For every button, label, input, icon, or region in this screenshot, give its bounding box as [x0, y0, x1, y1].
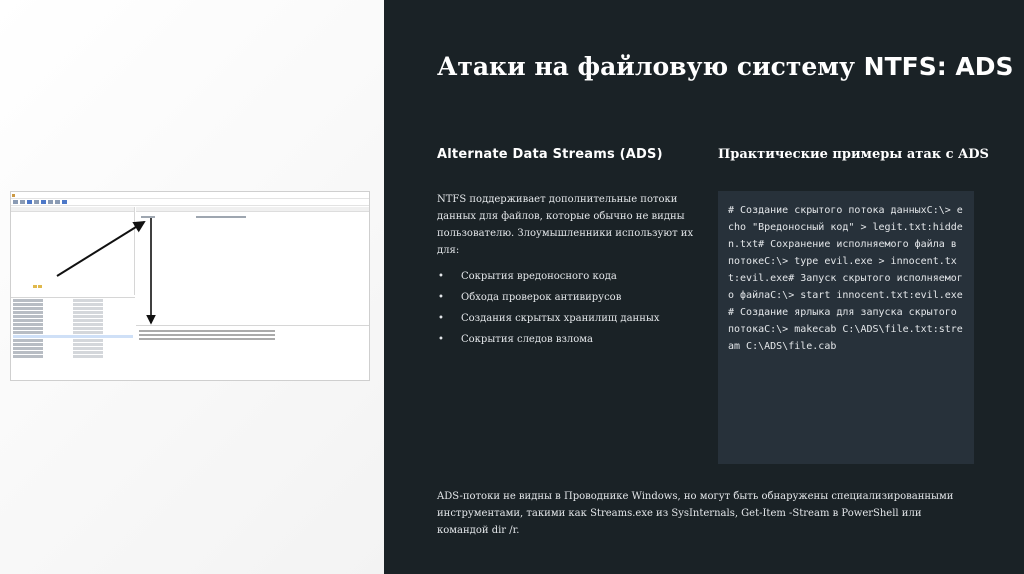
- examples-heading: Практические примеры атак с ADS: [718, 147, 989, 162]
- title-serif-part: Атаки на файловую систему: [437, 52, 855, 81]
- bullet-list: [437, 269, 697, 353]
- code-block: [718, 191, 974, 464]
- intro-paragraph: NTFS поддерживает дополнительные потоки данных для файлов, которые обычно не видны пользователю. Злоумышленники используют их для:: [437, 194, 694, 256]
- slide-title: [437, 52, 1014, 81]
- ads-heading: Alternate Data Streams (ADS): [437, 147, 663, 162]
- bullet-item: [437, 269, 697, 290]
- bullet-item: [437, 311, 697, 332]
- annotation-arrows: [11, 192, 370, 381]
- bullet-icon: •: [438, 313, 444, 324]
- title-sans-part: NTFS: ADS: [854, 52, 1014, 81]
- bullet-text: Сокрытия следов взлома: [461, 334, 594, 345]
- left-panel: [0, 0, 384, 574]
- bullet-icon: •: [438, 334, 444, 345]
- bullet-icon: •: [438, 271, 444, 282]
- bullet-text: Создания скрытых хранилищ данных: [461, 313, 660, 324]
- arrow-to-file-icon: [57, 222, 144, 276]
- bullet-text: Сокрытия вредоносного кода: [461, 271, 617, 282]
- streams-tool-screenshot: [10, 191, 370, 381]
- bullet-text: Обхода проверок антивирусов: [461, 292, 622, 303]
- bullet-item: [437, 332, 697, 353]
- footer-note: ADS-потоки не видны в Проводнике Windows, но могут быть обнаружены специализированными инструментами, такими как Streams.exe из SysInternals, Get-Item -Stream в PowerShell или командой dir /r.: [437, 491, 954, 536]
- bullet-item: [437, 290, 697, 311]
- bullet-icon: •: [438, 292, 444, 303]
- code-text: # Создание скрытого потока данныхC:\> echo "Вредоносный код" > legit.txt:hidden.txt# Сохранение исполняемого файла в потокеC:\> type evil.exe > innocent.txt:evil.exe# Запуск скрытого исполняемого файлаC:\> start innocent.txt:evil.exe# Создание ярлыка для запуска скрытого потокаC:\> makecab C:\ADS\file.txt:stream C:\ADS\file.cab: [728, 205, 963, 352]
